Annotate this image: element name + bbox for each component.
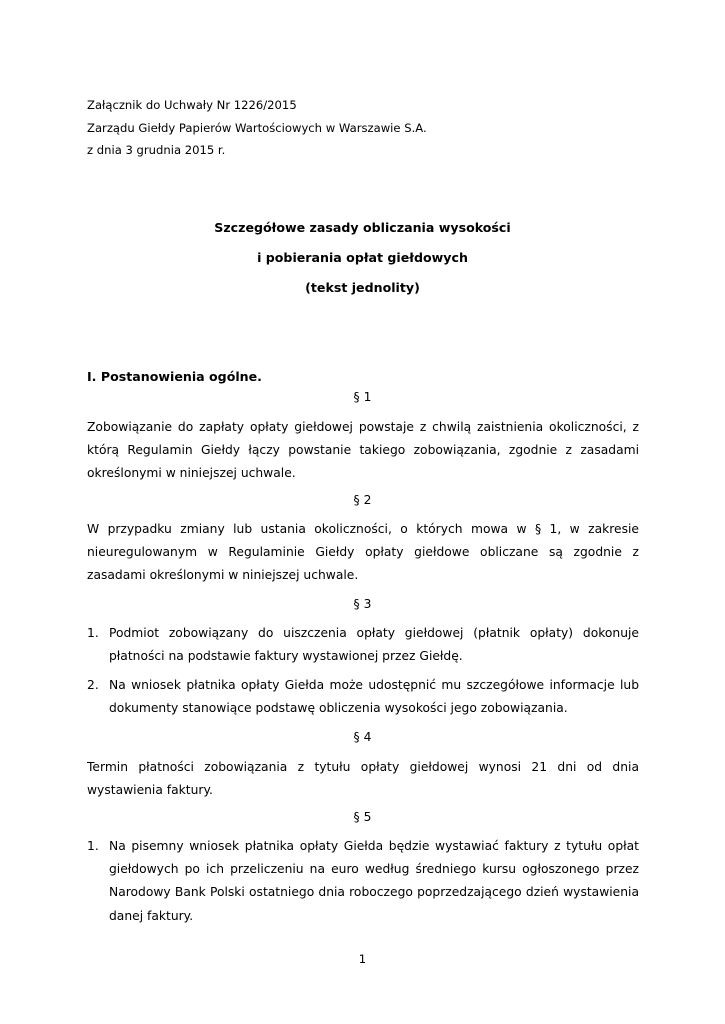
list-item-text: Na pisemny wniosek płatnika opłaty Giełda będzie wystawiać faktury z tytułu opłat giełdowych po ich przeliczeniu na euro według średniego kursu ogłoszonego przez Narodowy Bank Polski ostatniego dnia roboczego poprzedzającego dzień wystawienia danej faktury.: [109, 839, 639, 923]
page-number: 1: [358, 952, 367, 966]
list-item-number: 2.: [87, 678, 99, 692]
paragraph-mark-4: § 4: [353, 730, 372, 744]
paragraph-mark-5: § 5: [353, 810, 372, 824]
document-title-line-1: Szczegółowe zasady obliczania wysokości: [214, 220, 511, 235]
document-title-line-3: (tekst jednolity): [305, 280, 420, 295]
list-item-number: 1.: [87, 626, 99, 640]
section-heading: I. Postanowienia ogólne.: [87, 369, 262, 384]
paragraph-2-text: W przypadku zmiany lub ustania okoliczności, o których mowa w § 1, w zakresie nieuregulowanym w Regulaminie Giełdy opłaty giełdowe obliczane są zgodnie z zasadami określonymi w niniejszej uchwale.: [87, 522, 639, 583]
paragraph-1-text: Zobowiązanie do zapłaty opłaty giełdowej powstaje z chwilą zaistnienia okoliczności, z którą Regulamin Giełdy łączy powstanie takiego zobowiązania, zgodnie z zasadami określonymi w niniejszej uchwale.: [87, 420, 639, 481]
header-line-2: Zarządu Giełdy Papierów Wartościowych w Warszawie S.A.: [87, 120, 427, 135]
list-item: [87, 835, 639, 928]
header-line-1: Załącznik do Uchwały Nr 1226/2015: [87, 98, 297, 112]
list-item-text: Podmiot zobowiązany do uiszczenia opłaty giełdowej (płatnik opłaty) dokonuje płatności na podstawie faktury wystawionej przez Giełdę.: [109, 626, 639, 664]
attachment-header: [87, 94, 427, 162]
list-item-text: Na wniosek płatnika opłaty Giełda może udostępnić mu szczegółowe informacje lub dokumenty stanowiące podstawę obliczenia wysokości jego zobowiązania.: [109, 678, 639, 716]
header-line-3: z dnia 3 grudnia 2015 r.: [87, 143, 226, 157]
list-item: [87, 674, 639, 720]
paragraph-mark-1: § 1: [353, 390, 372, 404]
paragraph-4-text: Termin płatności zobowiązania z tytułu opłaty giełdowej wynosi 21 dni od dnia wystawienia faktury.: [87, 760, 639, 798]
paragraph-mark-2: § 2: [353, 493, 372, 507]
list-item: [87, 622, 639, 668]
paragraph-mark-3: § 3: [353, 597, 372, 611]
document-title-line-2: i pobierania opłat giełdowych: [257, 250, 468, 265]
list-item-number: 1.: [87, 839, 99, 853]
